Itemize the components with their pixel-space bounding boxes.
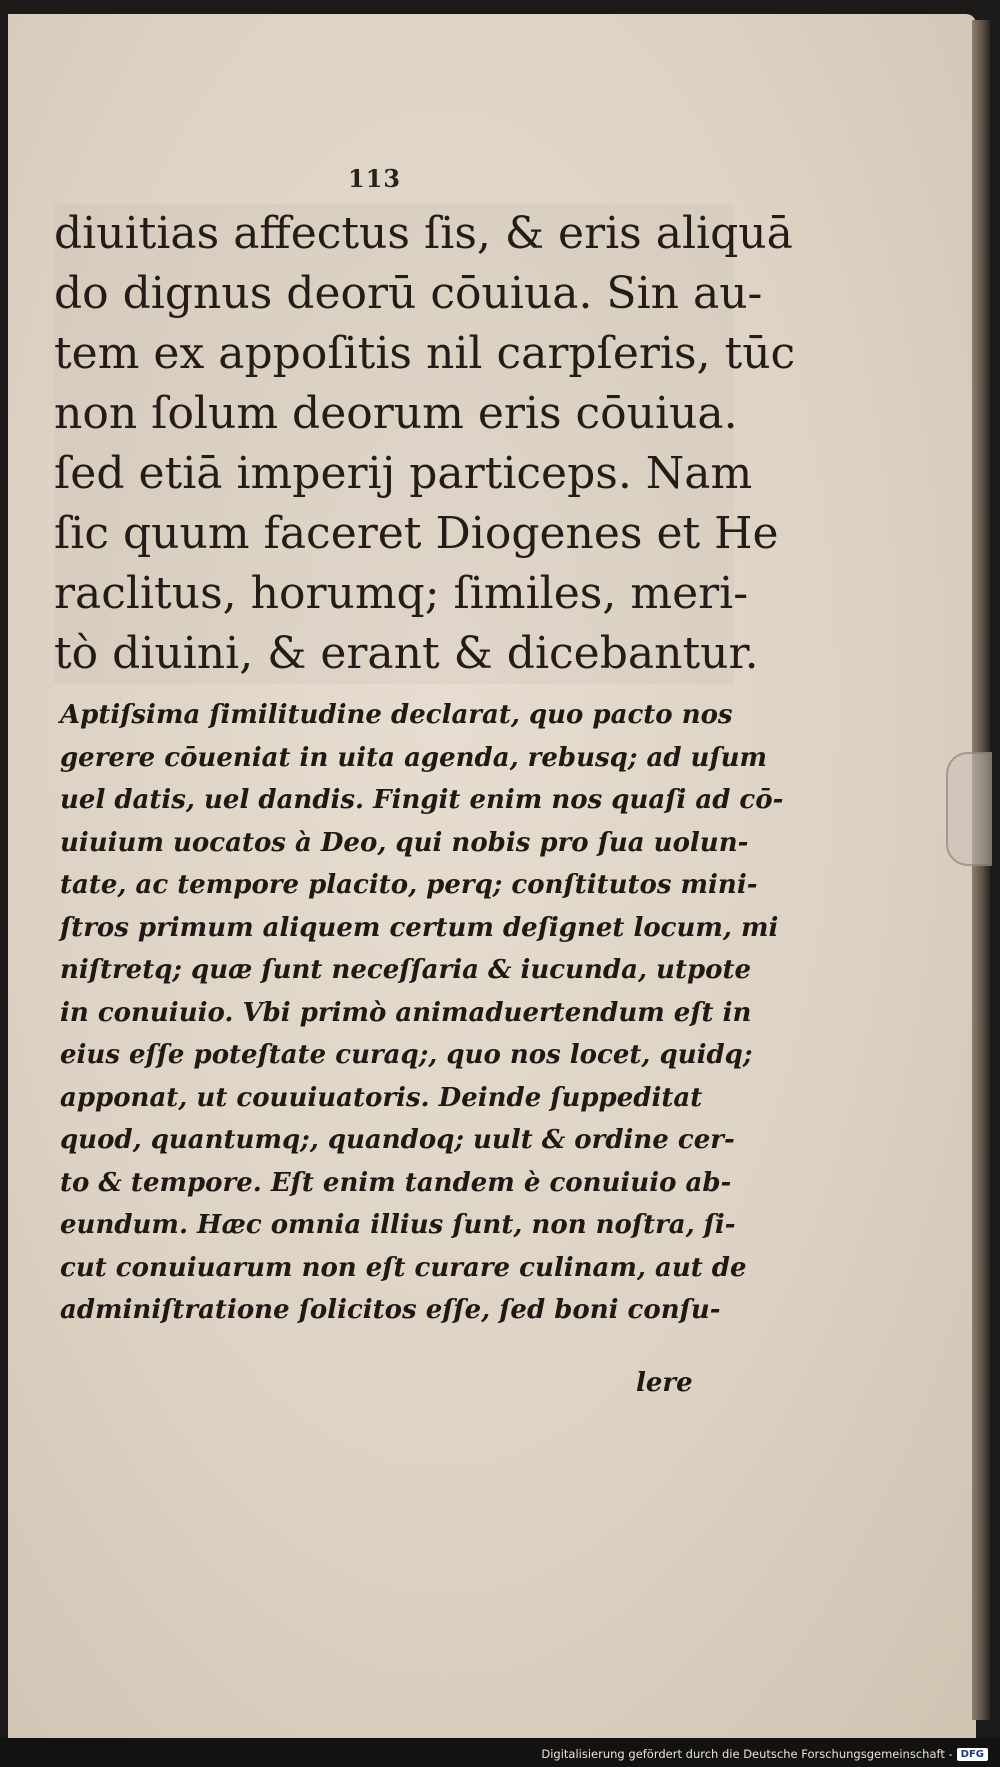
commentary-line: to & tempore. Eſt enim tandem è conuiuio ab-	[60, 1167, 732, 1198]
commentary-line: quod, quantumq;, quandoq; uult & ordine cer-	[60, 1125, 735, 1155]
main-text-line: ſed etiā imperij particeps. Nam	[54, 448, 753, 499]
main-text-line: non ſolum deorum eris cōuiua.	[54, 388, 738, 439]
commentary-line: eundum. Hæc omnia illius ſunt, non noſtra, ſi-	[60, 1210, 736, 1240]
commentary-line: niſtretq; quæ ſunt neceſſaria & iucunda, utpote	[60, 955, 752, 985]
commentary-line: gerere cōueniat in uita agenda, rebusq; ad uſum	[60, 742, 768, 773]
page-edge-shadow	[972, 20, 990, 1720]
commentary-line: cut conuiuarum non eſt curare culinam, aut de	[60, 1252, 747, 1283]
commentary-line: uiuium uocatos à Deo, qui nobis pro ſua uolun-	[60, 827, 749, 858]
catchword: lere	[636, 1368, 693, 1398]
main-text-line: ſic quum faceret Diogenes et He	[54, 508, 779, 559]
commentary-line: apponat, ut couuiuatoris. Deinde ſuppeditat	[60, 1082, 703, 1113]
dfg-logo: DFG	[957, 1748, 988, 1761]
page-clip	[946, 752, 992, 866]
commentary-line: in conuiuio. Vbi primò animaduertendum eſt in	[60, 997, 752, 1028]
commentary-line: uel datis, uel dandis. Fingit enim nos quaſi ad cō-	[60, 785, 784, 815]
main-text-block	[54, 204, 796, 684]
commentary-line: eius eſſe poteſtate curaq;, quo nos locet, quidq;	[60, 1040, 753, 1070]
main-text-line: raclitus, horumq; ſimiles, meri-	[54, 568, 749, 619]
main-text-line: tem ex appoſitis nil carpſeris, tūc	[54, 328, 796, 379]
main-text-line: do dignus deorū cōuiua. Sin au-	[54, 268, 763, 319]
commentary-block	[60, 694, 784, 1332]
digitization-credit	[541, 1747, 988, 1761]
commentary-line: ſtros primum aliquem certum deſignet locum, mi	[60, 912, 779, 943]
page-number: 113	[348, 164, 402, 193]
commentary-line: adminiſtratione ſolicitos eſſe, ſed boni conſu-	[60, 1295, 721, 1325]
commentary-line: tate, ac tempore placito, perq; conſtitutos mini-	[60, 870, 758, 900]
book-page	[8, 14, 976, 1738]
credit-text: Digitalisierung gefördert durch die Deutsche Forschungsgemeinschaft -	[541, 1747, 953, 1761]
main-text-line: diuitias affectus ſis, & eris aliquā	[54, 208, 793, 259]
commentary-line: Aptiſsima ſimilitudine declarat, quo pacto nos	[60, 700, 733, 730]
main-text-line: tò diuini, & erant & dicebantur.	[54, 628, 759, 679]
